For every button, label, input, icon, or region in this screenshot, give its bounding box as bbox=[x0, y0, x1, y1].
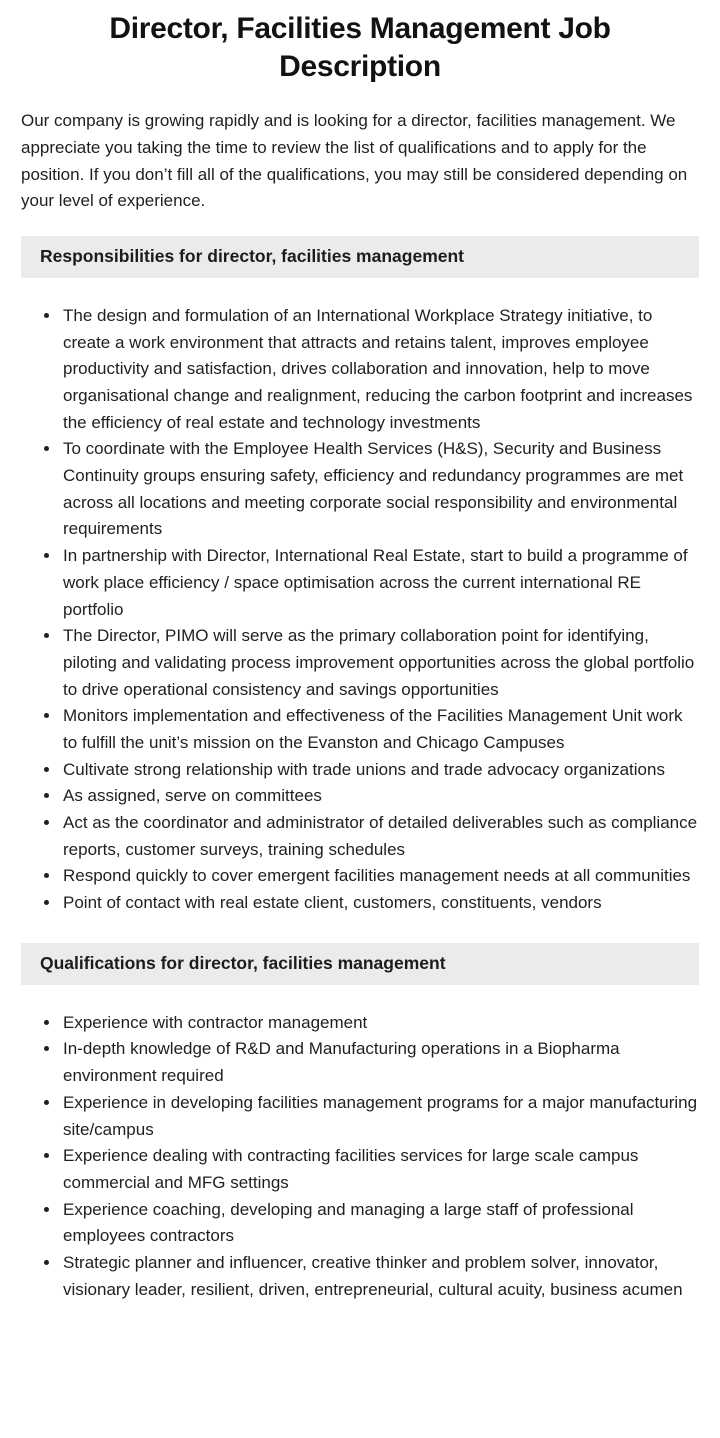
qualifications-list-item: • In-depth knowledge of R&D and Manufacturing operations in a Biopharma environment required bbox=[61, 1036, 699, 1089]
qualifications-list-item: • Experience dealing with contracting facilities services for large scale campus commercial and MFG settings bbox=[61, 1143, 699, 1196]
responsibilities-list-item: • The design and formulation of an International Workplace Strategy initiative, to create a work environment that attracts and retains talent, improves employee productivity and satisfaction, drives collaboration and innovation, help to move organisational change and realignment, reducing the carbon footprint and increases the efficiency of real estate and technology investments bbox=[61, 303, 699, 436]
intro-paragraph: Our company is growing rapidly and is looking for a director, facilities management. We appreciate you taking the time to review the list of qualifications and to apply for the position. If you don’t fill all of the qualifications, you may still be considered depending on your level of experience. bbox=[21, 111, 688, 211]
qualifications-list-item: • Experience in developing facilities management programs for a major manufacturing site/campus bbox=[61, 1090, 699, 1143]
responsibilities-list-item: • As assigned, serve on committees bbox=[61, 783, 699, 810]
page-title: Director, Facilities Management Job Description bbox=[109, 12, 611, 84]
section-heading-responsibilities: Responsibilities for director, facilities management bbox=[21, 236, 699, 278]
responsibilities-list-item: • To coordinate with the Employee Health Services (H&S), Security and Business Continuity groups ensuring safety, efficiency and redundancy programmes are met across all locations and meeting corporate social responsibility and environmental requirements bbox=[61, 436, 699, 543]
sections-container bbox=[21, 236, 699, 1303]
responsibilities-list-item: • The Director, PIMO will serve as the primary collaboration point for identifying, piloting and validating process improvement opportunities across the global portfolio to drive operational consistency and savings opportunities bbox=[61, 623, 699, 703]
responsibilities-list-item: • In partnership with Director, International Real Estate, start to build a programme of work place efficiency / space optimisation across the current international RE portfolio bbox=[61, 543, 699, 623]
qualifications-list-item: • Experience coaching, developing and managing a large staff of professional employees contractors bbox=[61, 1197, 699, 1250]
qualifications-list bbox=[21, 1010, 699, 1304]
responsibilities-list-item: • Monitors implementation and effectiveness of the Facilities Management Unit work to fulfill the unit’s mission on the Evanston and Chicago Campuses bbox=[61, 703, 699, 756]
responsibilities-list bbox=[21, 303, 699, 917]
qualifications-list-item: • Strategic planner and influencer, creative thinker and problem solver, innovator, visionary leader, resilient, driven, entrepreneurial, cultural acuity, business acumen bbox=[61, 1250, 699, 1303]
responsibilities-list-item: • Respond quickly to cover emergent facilities management needs at all communities bbox=[61, 863, 699, 890]
section-heading-qualifications: Qualifications for director, facilities management bbox=[21, 943, 699, 985]
responsibilities-list-item: • Act as the coordinator and administrator of detailed deliverables such as compliance reports, customer surveys, training schedules bbox=[61, 810, 699, 863]
qualifications-list-item: • Experience with contractor management bbox=[61, 1010, 699, 1037]
responsibilities-list-item: • Cultivate strong relationship with trade unions and trade advocacy organizations bbox=[61, 757, 699, 784]
responsibilities-list-item: • Point of contact with real estate client, customers, constituents, vendors bbox=[61, 890, 699, 917]
